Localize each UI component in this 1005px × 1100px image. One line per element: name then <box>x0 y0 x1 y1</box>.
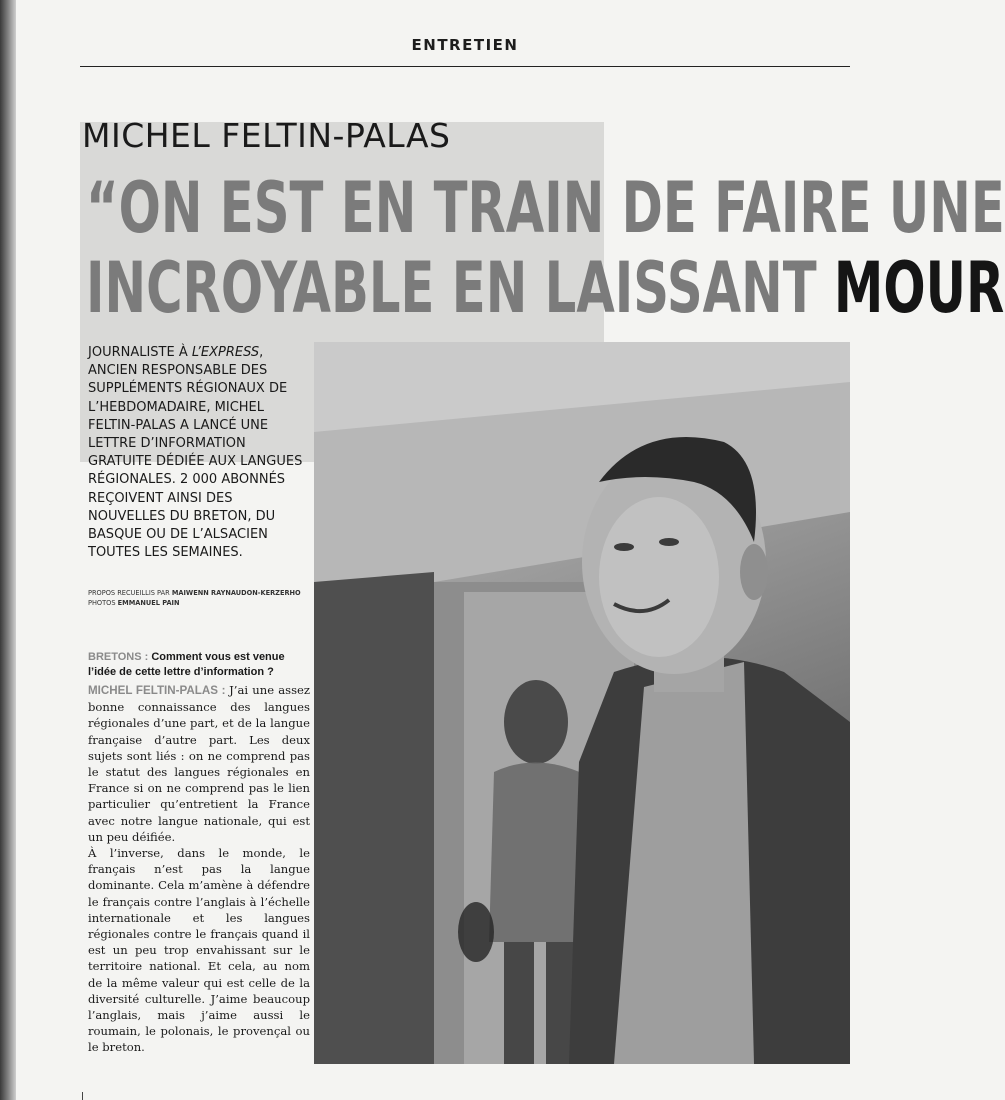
lead-publication: L’EXPRESS <box>191 345 260 360</box>
headline-line-2-light: INCROYABLE EN LAISSANT <box>86 247 834 329</box>
background-figure-leg-left <box>504 942 534 1064</box>
credits-label-photos: PHOTOS <box>88 599 118 607</box>
credits <box>88 588 308 608</box>
answer-1 <box>88 682 310 845</box>
portrait-photo <box>314 342 850 1064</box>
interview-column <box>88 650 310 1056</box>
lead-text-2: , ANCIEN RESPONSABLE DES SUPPLÉMENTS RÉGIONAUX DE L’HEBDOMADAIRE, MICHEL FELTIN-PALAS A LANCÉ UNE LETTRE D’INFORMATION GRATUITE DÉDIÉE AUX LANGUES RÉGIONALES. 2 000 ABONNÉS REÇOIVENT AINSI DES NOUVELLES DU BRETON, DU BASQUE OU DE L’ALSACIEN TOUTES LES SEMAINES. <box>88 345 303 561</box>
headline-line-1: “ON EST EN TRAIN DE FAIRE UNE <box>86 167 1005 249</box>
lead-text-1: JOURNALISTE À <box>88 345 192 360</box>
answer-speaker: MICHEL FELTIN-PALAS : <box>88 684 230 697</box>
answer-1-continued: À l’inverse, dans le monde, le français n’est pas la langue dominante. Cela m’amène à défendre le français contre l’anglais à l’échelle internationale et les langues régionales contre le français quand il est un peu trop envahissant sur le territoire national. Et cela, au nom de la même valeur qui est celle de la diversité culturelle. J’aime beaucoup l’anglais, mais j’aime aussi le roumain, le polonais, le provençal ou le breton. <box>88 846 310 1055</box>
background-figure-bag <box>458 902 494 962</box>
credits-label-interview: PROPOS RECUEILLIS PAR <box>88 589 172 597</box>
question-1 <box>88 650 310 680</box>
headline-title <box>86 167 1005 329</box>
credits-photographer: EMMANUEL PAIN <box>117 599 180 607</box>
foreground-man-eye-right <box>659 538 679 546</box>
header-rule <box>80 66 850 67</box>
section-label: ENTRETIEN <box>411 36 519 54</box>
page-binding-shadow <box>0 0 16 1100</box>
headline-line-2 <box>86 247 1005 329</box>
question-text: Comment vous est venue l’idée de cette lettre d’information ? <box>88 651 285 678</box>
headline-line-2-dark: MOUR <box>833 247 1005 329</box>
author-name: MICHEL FELTIN-PALAS <box>82 116 451 155</box>
foreground-man-ear <box>740 544 768 600</box>
foreground-man-eye-left <box>614 543 634 551</box>
lead-paragraph <box>88 344 313 562</box>
portrait-photo-illustration <box>314 342 850 1064</box>
answer-text-1: J’ai une assez bonne connaissance des langues régionales d’une part, et de la langue française d’autre part. Les deux sujets sont liés : on ne comprend pas le statut des langues régionales en France si on ne comprend pas le lien particulier qu’entretient la France avec notre langue nationale, qui est un peu déifiée. <box>88 683 310 844</box>
left-wall <box>314 572 434 1064</box>
question-speaker: BRETONS : <box>88 651 152 663</box>
credits-interviewer: MAIWENN RAYNAUDON-KERZERHO <box>171 589 301 597</box>
background-figure-head <box>504 680 568 764</box>
page-corner-mark <box>82 1092 83 1100</box>
foreground-man-face-light <box>599 497 719 657</box>
